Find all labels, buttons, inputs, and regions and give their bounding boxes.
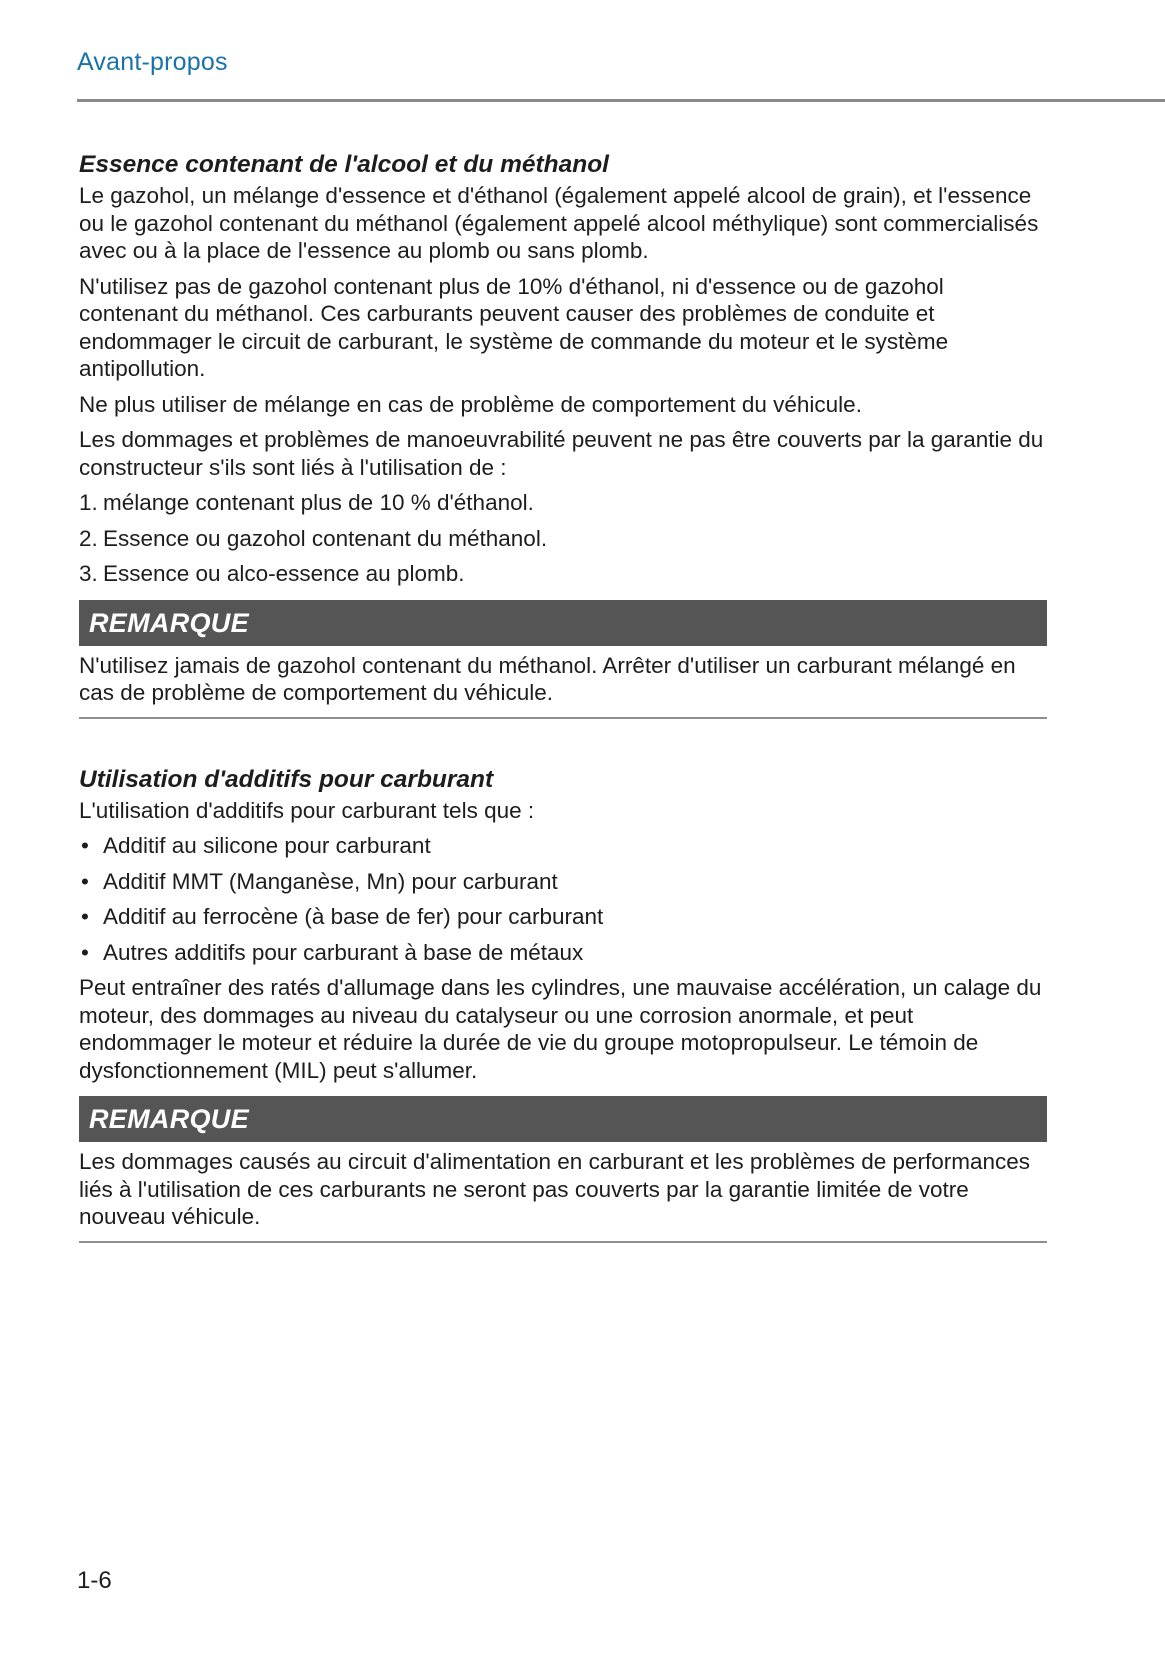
list-number: 1. (79, 490, 98, 515)
bullet-icon: • (81, 868, 89, 894)
running-title: Avant-propos (77, 48, 228, 76)
list-item (79, 525, 1047, 553)
bullet-icon: • (81, 904, 89, 929)
list-item (79, 868, 1047, 896)
paragraph: Peut entraîner des ratés d'allumage dans les cylindres, une mauvaise accélération, un calage du moteur, des dommages au niveau du catalyseur ou une corrosion anormale, et peut endommager le moteur et réduire la durée de vie du groupe motopropulseur. Le témoin de dysfonctionnement (MIL) peut s'allumer. (79, 975, 1042, 1083)
note-text: N'utilisez jamais de gazohol contenant du méthanol. Arrêter d'utiliser un carburant mélangé en cas de problème de comportement du véhicule. (79, 652, 1016, 705)
paragraph: L'utilisation d'additifs pour carburant tels que : (79, 797, 535, 823)
list-item (79, 832, 1047, 860)
paragraph: N'utilisez pas de gazohol contenant plus de 10% d'éthanol, ni d'essence ou de gazohol contenant du méthanol. Ces carburants peuvent causer des problèmes de conduite et endommager le circuit de carburant, le système de commande du moteur et le système antipollution. (79, 273, 949, 381)
paragraph: Les dommages et problèmes de manoeuvrabilité peuvent ne pas être couverts par la garantie du constructeur s'ils sont liés à l'utilisation de : (79, 427, 1044, 480)
section-alcohol-methanol (79, 150, 1047, 719)
list-item (79, 939, 1047, 967)
list-item (79, 489, 1047, 517)
section-title: Utilisation d'additifs pour carburant (79, 765, 494, 793)
list-item-text: Additif au silicone pour carburant (103, 833, 431, 858)
page-number: 1-6 (77, 1567, 112, 1594)
note-box (79, 1096, 1047, 1243)
note-text: Les dommages causés au circuit d'alimentation en carburant et les problèmes de performances liés à l'utilisation de ces carburants ne seront pas couverts par la garantie limitée de votre nouveau véhicule. (79, 1149, 1031, 1229)
paragraph: Le gazohol, un mélange d'essence et d'éthanol (également appelé alcool de grain), et l'essence ou le gazohol contenant du méthanol (également appelé alcool méthylique) sont commercialisés avec ou à la place de l'essence au plomb ou sans plomb. (79, 183, 1039, 263)
list-item-text: Additif MMT (Manganèse, Mn) pour carburant (103, 868, 558, 894)
list-number: 2. (79, 525, 98, 551)
note-box (79, 600, 1047, 719)
page-content (79, 150, 1047, 1243)
list-item-text: mélange contenant plus de 10 % d'éthanol. (103, 490, 534, 515)
list-item-text: Essence ou gazohol contenant du méthanol. (103, 525, 548, 551)
section-fuel-additives (79, 765, 1047, 1243)
bullet-icon: • (81, 939, 89, 965)
list-item (79, 560, 1047, 588)
list-item-text: Additif au ferrocène (à base de fer) pour carburant (103, 904, 604, 929)
numbered-list (79, 489, 1047, 588)
list-number: 3. (79, 561, 98, 586)
header-rule (77, 99, 1165, 102)
list-item-text: Autres additifs pour carburant à base de métaux (103, 939, 584, 965)
list-item (79, 903, 1047, 931)
paragraph: Ne plus utiliser de mélange en cas de problème de comportement du véhicule. (79, 391, 862, 417)
list-item-text: Essence ou alco-essence au plomb. (103, 561, 465, 586)
note-heading: REMARQUE (79, 600, 1047, 646)
bullet-list (79, 832, 1047, 966)
bullet-icon: • (81, 833, 89, 858)
note-heading: REMARQUE (79, 1096, 1047, 1142)
section-title: Essence contenant de l'alcool et du méthanol (79, 151, 609, 178)
